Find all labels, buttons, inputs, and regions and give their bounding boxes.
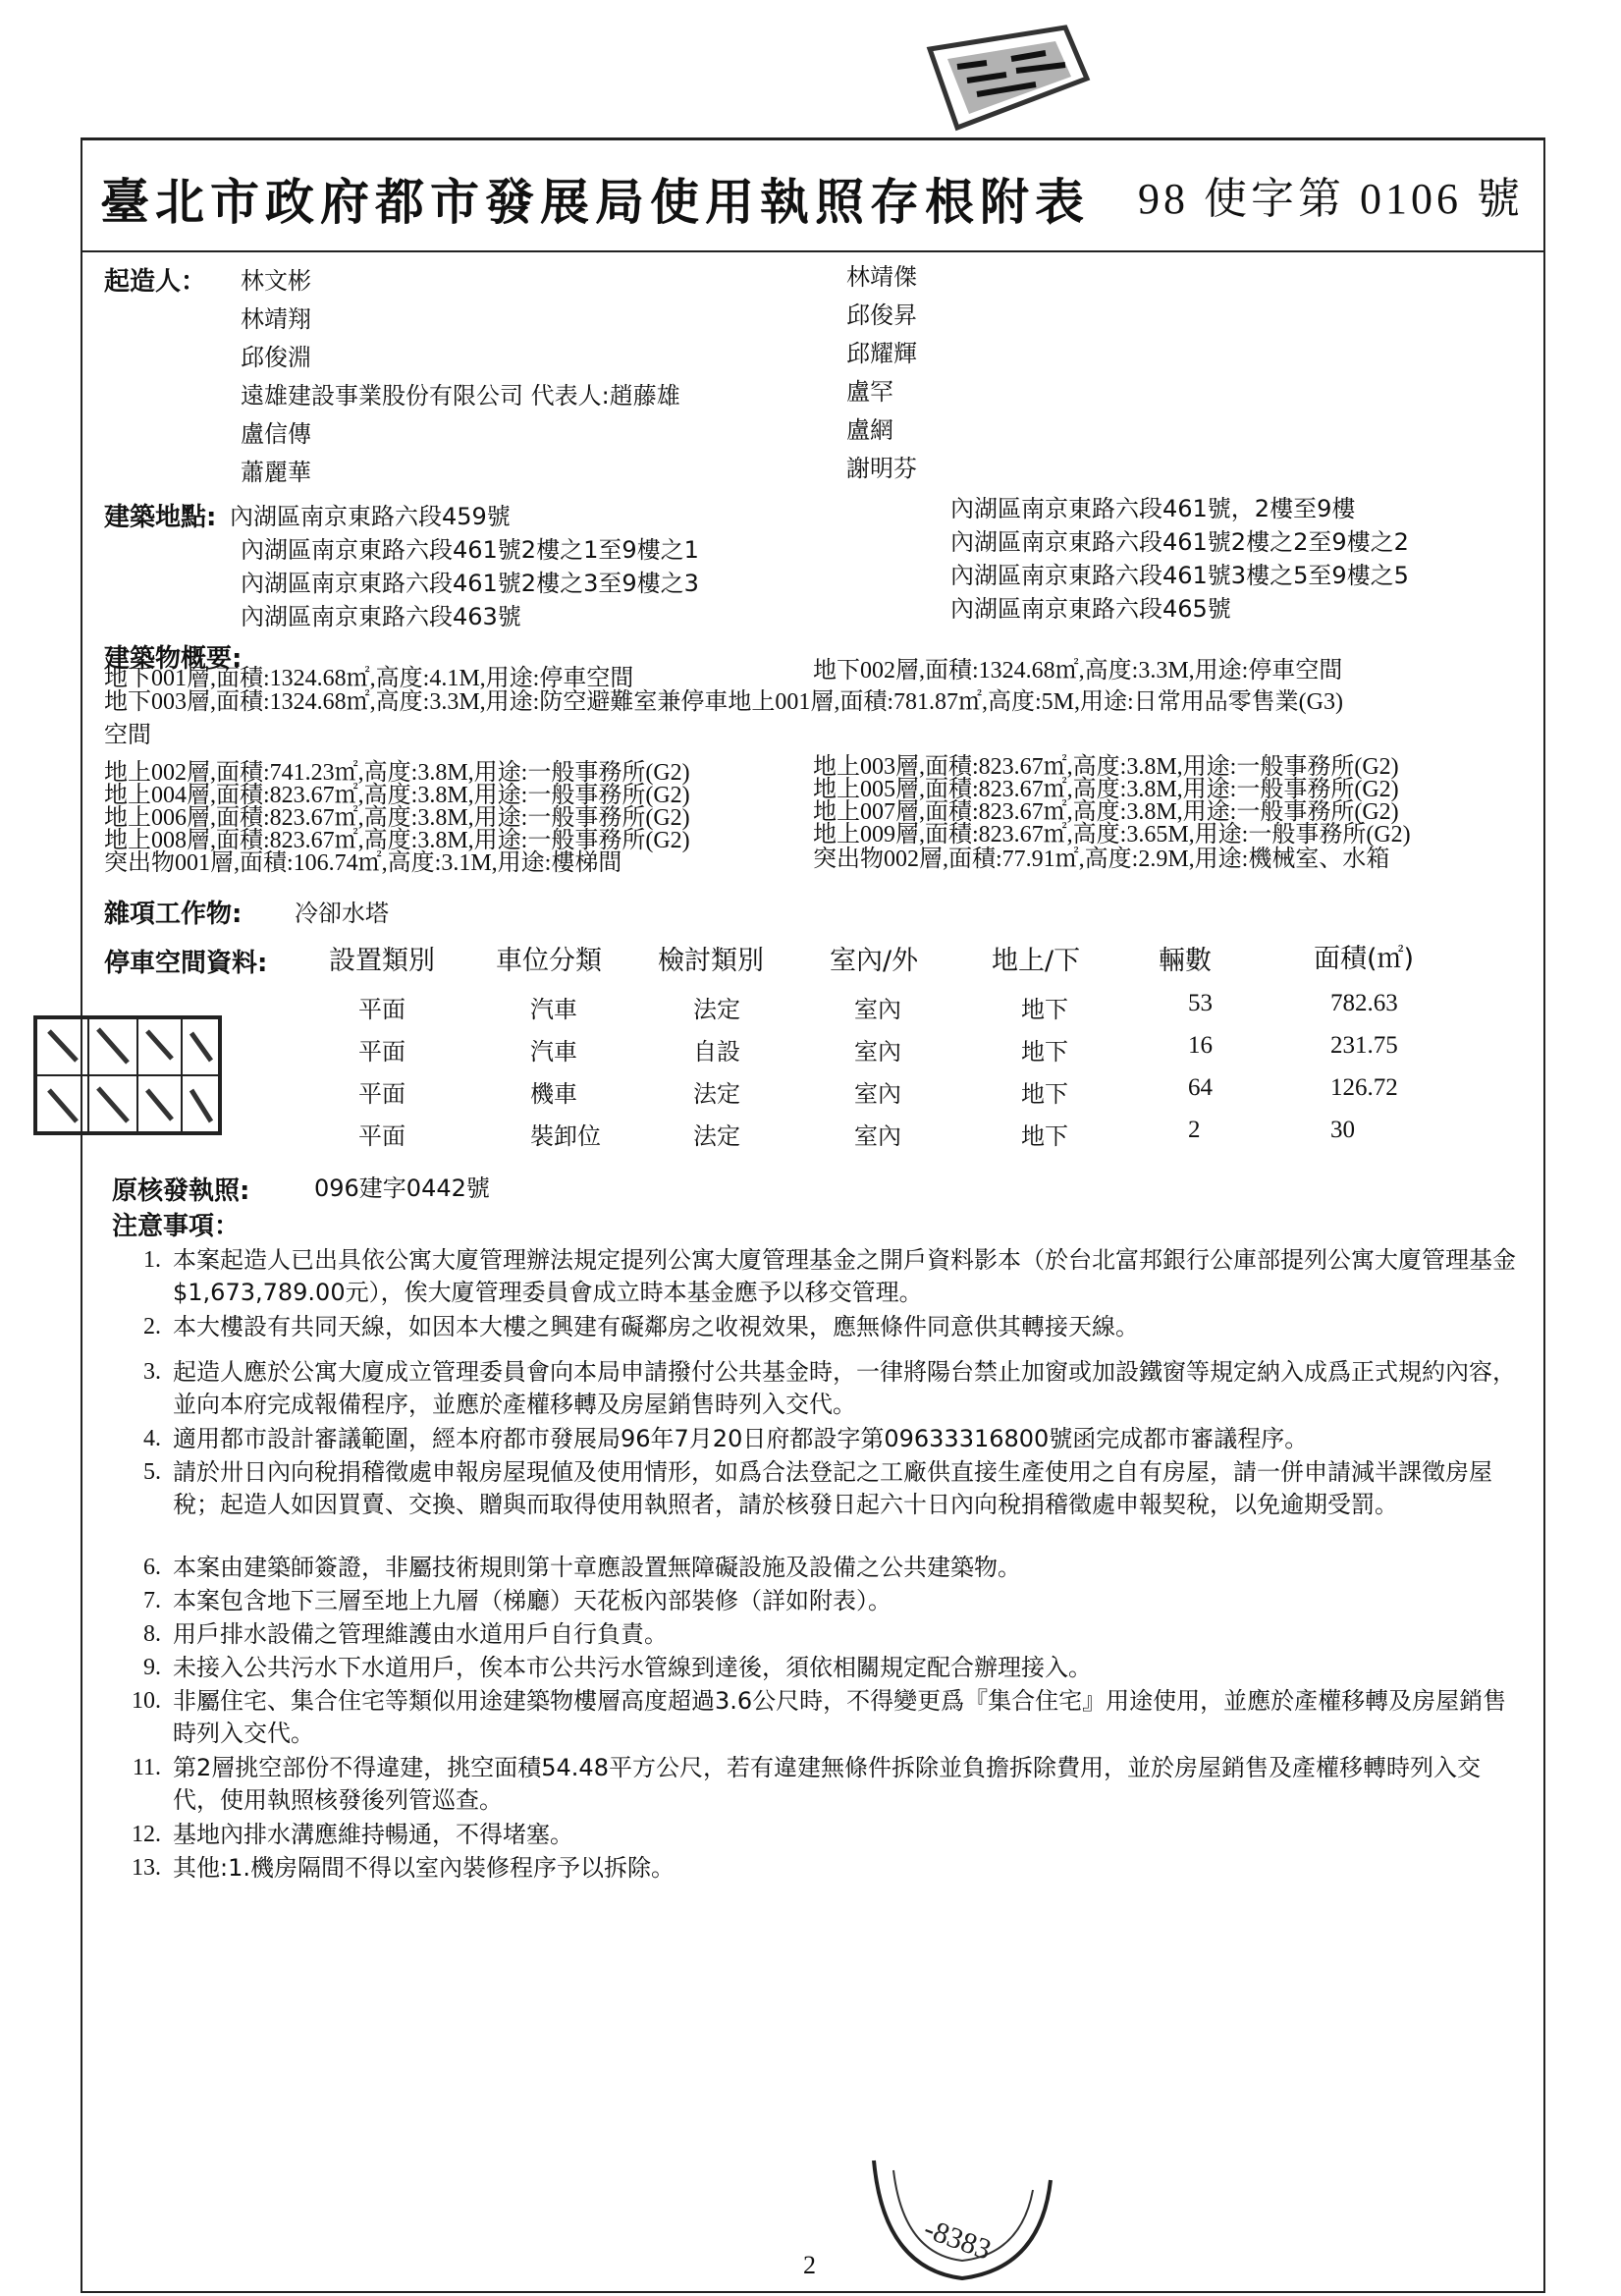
- title-bar: [81, 137, 1541, 250]
- parking-cell: 汽車: [530, 1038, 577, 1066]
- note-text: 本案由建築師簽證，非屬技術規則第十章應設置無障礙設施及設備之公共建築物。: [173, 1554, 1021, 1581]
- parking-header: 檢討類別: [658, 946, 764, 976]
- applicant-left: 盧信傳: [241, 420, 311, 448]
- floor-entry: 地上002層,面積:741.23㎡,高度:3.8M,用途:一般事務所(G2): [104, 760, 690, 786]
- misc-work-label: 雜項工作物:: [104, 900, 243, 929]
- parking-cell: 法定: [693, 1122, 740, 1150]
- floor-entry: 地下003層,面積:1324.68㎡,高度:3.3M,用途:防空避難室兼停車地上001層,面積:781.87㎡,高度:5M,用途:日常用品零售業(G3): [104, 689, 1344, 715]
- parking-cell: 汽車: [530, 996, 577, 1023]
- parking-header: 設置類別: [329, 946, 435, 976]
- note-number: 9.: [143, 1655, 161, 1680]
- parking-cell: 自設: [693, 1038, 740, 1066]
- applicant-right: 邱耀輝: [846, 340, 917, 367]
- parking-cell: 平面: [358, 1080, 405, 1108]
- site-label: 建築地點:: [104, 503, 217, 532]
- floor-entry: 地上007層,面積:823.67㎡,高度:3.8M,用途:一般事務所(G2): [813, 799, 1399, 825]
- bottom-seal-stamp: [864, 2151, 1060, 2288]
- note-text: 非屬住宅、集合住宅等類似用途建築物樓層高度超過3.6公尺時，不得變更爲『集合住宅』用途使用，並應於產權移轉及房屋銷售時列入交代。: [173, 1687, 1507, 1747]
- note-number: 5.: [143, 1459, 161, 1485]
- notes-label: 注意事項：: [112, 1212, 241, 1241]
- note-text: 未接入公共污水下水道用戶，俟本市公共污水管線到達後，須依相關規定配合辦理接入。: [173, 1654, 1092, 1681]
- note-number: 7.: [143, 1588, 161, 1613]
- note-number: 8.: [143, 1621, 161, 1647]
- site-address: 內湖區南京東路六段461號，2樓至9樓: [950, 495, 1356, 522]
- note-item: [128, 1819, 1522, 1851]
- note-number: 10.: [132, 1688, 161, 1714]
- parking-cell-number: 231.75: [1330, 1032, 1398, 1059]
- site-address: 內湖區南京東路六段463號: [241, 603, 521, 630]
- note-text: 適用都市設計審議範圍，經本府都市發展局96年7月20日府都設字第09633316800號函完成都市審議程序。: [173, 1425, 1309, 1452]
- site-address: 內湖區南京東路六段461號2樓之2至9樓之2: [950, 528, 1409, 556]
- parking-cell: 法定: [693, 1080, 740, 1108]
- note-text: 用戶排水設備之管理維護由水道用戶自行負責。: [173, 1620, 668, 1648]
- note-item: [128, 1244, 1522, 1309]
- applicant-right: 盧網: [846, 416, 893, 444]
- parking-cell: 地下: [1021, 1038, 1068, 1066]
- note-text: 起造人應於公寓大廈成立管理委員會向本局申請撥付公共基金時，一律將陽台禁止加窗或加設鐵窗等規定納入成爲正式規約內容，並向本府完成報備程序，並應於產權移轉及房屋銷售時列入交代。: [173, 1358, 1516, 1418]
- site-address: 內湖區南京東路六段459號: [230, 503, 511, 530]
- applicant-right: 謝明芬: [846, 455, 917, 482]
- note-item: [128, 1423, 1522, 1455]
- svg-text:-8383: -8383: [919, 2212, 996, 2267]
- parking-cell-number: 782.63: [1330, 990, 1398, 1016]
- applicant-right: 林靖傑: [846, 263, 917, 291]
- note-item: [128, 1585, 1522, 1617]
- parking-cell: 裝卸位: [530, 1122, 601, 1150]
- parking-cell-number: 30: [1330, 1117, 1355, 1143]
- parking-cell: 平面: [358, 996, 405, 1023]
- applicant-left: 遠雄建設事業股份有限公司 代表人:趙藤雄: [241, 382, 680, 410]
- applicant-left: 林文彬: [241, 267, 311, 295]
- note-text: 第2層挑空部份不得違建，挑空面積54.48平方公尺，若有違建無條件拆除並負擔拆除費用，並於房屋銷售及產權移轉時列入交代，使用執照核發後列管巡查。: [173, 1754, 1481, 1814]
- parking-cell-number: 2: [1188, 1117, 1201, 1143]
- misc-work-value: 冷卻水塔: [295, 900, 389, 927]
- parking-cell: 法定: [693, 996, 740, 1023]
- note-item: [128, 1356, 1522, 1421]
- parking-cell: 室內: [854, 1038, 901, 1066]
- permit-number: 98 使字第 0106 號: [1138, 175, 1524, 223]
- applicant-left: 蕭麗華: [241, 459, 311, 486]
- parking-label: 停車空間資料:: [104, 949, 268, 978]
- site-address: 內湖區南京東路六段461號2樓之3至9樓之3: [241, 570, 699, 597]
- parking-header: 室內/外: [830, 946, 919, 976]
- note-text: 本案包含地下三層至地上九層（梯廳）天花板內部裝修（詳如附表）。: [173, 1587, 892, 1614]
- title-divider: [81, 250, 1543, 252]
- parking-cell: 機車: [530, 1080, 577, 1108]
- note-item: [128, 1852, 1522, 1885]
- note-item: [128, 1552, 1522, 1584]
- site-address: 內湖區南京東路六段461號2樓之1至9樓之1: [241, 536, 699, 564]
- note-number: 6.: [143, 1555, 161, 1580]
- parking-cell-number: 64: [1188, 1074, 1213, 1101]
- note-number: 13.: [132, 1855, 161, 1881]
- site-address: 內湖區南京東路六段461號3樓之5至9樓之5: [950, 562, 1409, 589]
- original-permit-value: 096建字0442號: [314, 1175, 490, 1202]
- note-text: 本案起造人已出具依公寓大廈管理辦法規定提列公寓大廈管理基金之開戶資料影本（於台北富邦銀行公庫部提列公寓大廈管理基金$1,673,789.00元），俟大廈管理委員會成立時本基金應予以移交管理。: [173, 1246, 1516, 1306]
- floor-entry: 地上006層,面積:823.67㎡,高度:3.8M,用途:一般事務所(G2): [104, 805, 690, 831]
- note-item: [128, 1752, 1522, 1817]
- floor-entry: 地上009層,面積:823.67㎡,高度:3.65M,用途:一般事務所(G2): [813, 822, 1411, 847]
- note-item: [128, 1652, 1522, 1684]
- note-number: 2.: [143, 1314, 161, 1339]
- site-address: 內湖區南京東路六段465號: [950, 595, 1231, 623]
- applicant-right: 邱俊昇: [846, 301, 917, 329]
- parking-header: 面積(㎡): [1314, 944, 1415, 974]
- note-text: 其他:1.機房隔間不得以室內裝修程序予以拆除。: [173, 1854, 675, 1882]
- floor-entry: 地上004層,面積:823.67㎡,高度:3.8M,用途:一般事務所(G2): [104, 783, 690, 808]
- parking-cell: 地下: [1021, 1122, 1068, 1150]
- floor-entry: 地上005層,面積:823.67㎡,高度:3.8M,用途:一般事務所(G2): [813, 777, 1399, 802]
- parking-cell-number: 53: [1188, 990, 1213, 1016]
- parking-cell: 地下: [1021, 1080, 1068, 1108]
- note-item: [128, 1618, 1522, 1651]
- parking-cell: 室內: [854, 1122, 901, 1150]
- parking-cell: 室內: [854, 996, 901, 1023]
- page-title: 臺北市政府都市發展局使用執照存根附表: [100, 173, 1090, 231]
- floor-entry: 突出物002層,面積:77.91㎡,高度:2.9M,用途:機械室、水箱: [813, 847, 1390, 872]
- note-number: 4.: [143, 1426, 161, 1451]
- overview-label: 建築物概要:: [104, 644, 243, 674]
- note-item: [128, 1311, 1522, 1343]
- original-permit-label: 原核發執照:: [112, 1176, 250, 1206]
- note-number: 1.: [143, 1247, 161, 1273]
- note-text: 請於卅日內向稅捐稽徵處申報房屋現値及使用情形，如爲合法登記之工廠供直接生產使用之自有房屋，請一併申請減半課徵房屋稅；起造人如因買賣、交換、贈與而取得使用執照者，請於核發日起六十日內向稅捐稽徵處申報契稅，以免逾期受罰。: [173, 1458, 1492, 1518]
- floor-entry: 地上008層,面積:823.67㎡,高度:3.8M,用途:一般事務所(G2): [104, 828, 690, 853]
- applicant-left: 邱俊淵: [241, 344, 311, 371]
- parking-cell: 地下: [1021, 996, 1068, 1023]
- note-item: [128, 1685, 1522, 1750]
- note-text: 本大樓設有共同天線，如因本大樓之興建有礙鄰房之收視效果，應無條件同意供其轉接天線。: [173, 1313, 1139, 1340]
- note-number: 12.: [132, 1822, 161, 1847]
- parking-header: 輛數: [1159, 946, 1212, 976]
- note-item: [128, 1456, 1522, 1521]
- parking-cell: 平面: [358, 1122, 405, 1150]
- note-number: 11.: [132, 1755, 161, 1780]
- parking-cell: 平面: [358, 1038, 405, 1066]
- floor-entry: 地下001層,面積:1324.68㎡,高度:4.1M,用途:停車空間: [104, 666, 634, 691]
- parking-cell: 室內: [854, 1080, 901, 1108]
- left-seal-stamp: [29, 1011, 226, 1139]
- floor-entry: 地上003層,面積:823.67㎡,高度:3.8M,用途:一般事務所(G2): [813, 754, 1399, 780]
- parking-cell-number: 126.72: [1330, 1074, 1398, 1101]
- page-number: 2: [803, 2251, 816, 2279]
- applicant-left: 林靖翔: [241, 305, 311, 333]
- floor-entry: 突出物001層,面積:106.74㎡,高度:3.1M,用途:樓梯間: [104, 850, 622, 876]
- applicant-right: 盧罕: [846, 378, 893, 406]
- floor-entry-cont: 空間: [104, 723, 151, 748]
- applicants-label: 起造人：: [104, 267, 207, 297]
- top-seal-stamp: [918, 20, 1095, 137]
- parking-header: 車位分類: [496, 946, 602, 976]
- note-number: 3.: [143, 1359, 161, 1385]
- parking-header: 地上/下: [992, 946, 1081, 976]
- note-text: 基地內排水溝應維持暢通，不得堵塞。: [173, 1821, 573, 1848]
- parking-cell-number: 16: [1188, 1032, 1213, 1059]
- floor-entry: 地下002層,面積:1324.68㎡,高度:3.3M,用途:停車空間: [813, 658, 1343, 683]
